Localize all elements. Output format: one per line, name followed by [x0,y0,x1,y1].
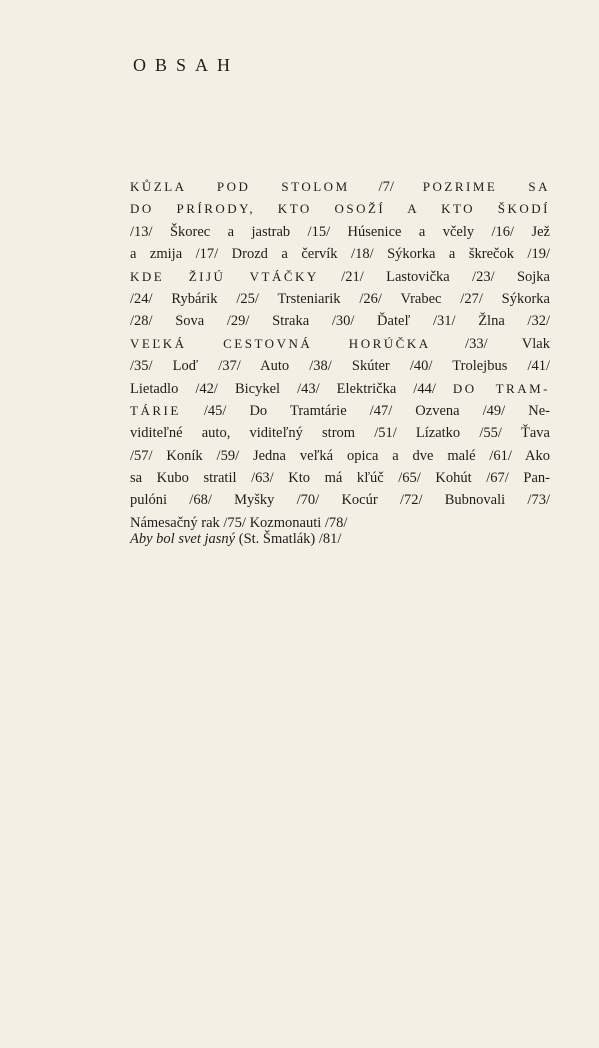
toc-line: pulóni /68/ Myšky /70/ Kocúr /72/ Bubnovali /73/ [130,492,550,509]
section-heading: KŮZLA POD STOLOM [130,179,350,194]
toc-line: Lietadlo /42/ Bicykel /43/ Električka /44/ DO TRAM- [130,380,550,397]
toc-line: TÁRIE /45/ Do Tramtárie /47/ Ozvena /49/ Ne- [130,402,550,419]
toc-line: VEĽKÁ CESTOVNÁ HORÚČKA /33/ Vlak [130,335,550,352]
toc-line: /28/ Sova /29/ Straka /30/ Ďateľ /31/ Žlna /32/ [130,313,550,330]
final-entry-title: Aby bol svet jasný [130,531,236,547]
final-entry-author: (St. Šmatlák) [238,531,316,547]
toc-line: a zmija /17/ Drozd a červík /18/ Sýkorka a škrečok /19/ [130,246,550,263]
section-heading: KDE ŽIJÚ VTÁČKY [130,268,319,284]
toc-line [130,198,550,220]
toc-line: KDE ŽIJÚ VTÁČKY /21/ Lastovička /23/ Sojka [130,268,550,285]
toc-line: viditeľné auto, viditeľný strom /51/ Lízatko /55/ Ťava [130,425,550,442]
final-entry-page: /81/ [318,531,342,547]
page-title: OBSAH [133,55,240,75]
table-of-contents [130,176,550,534]
section-heading: DO TRAM- [452,380,550,396]
toc-line: /13/ Škorec a jastrab /15/ Húsenice a včely /16/ Jež [130,223,550,240]
toc-line: /57/ Koník /59/ Jedna veľká opica a dve malé /61/ Ako [130,447,550,464]
toc-line: sa Kubo stratil /63/ Kto má kľúč /65/ Kohút /67/ Pan- [130,470,550,487]
toc-line: /24/ Rybárik /25/ Trsteniarik /26/ Vrabec /27/ Sýkorka [130,290,550,307]
section-heading: DO PRÍRODY, KTO OSOŽÍ A KTO ŠKODÍ [130,201,550,217]
section-heading: VEĽKÁ CESTOVNÁ HORÚČKA [130,335,431,351]
toc-line: Námesačný rak /75/ Kozmonauti /78/ [130,514,348,531]
toc-line: /35/ Loď /37/ Auto /38/ Skúter /40/ Trolejbus /41/ [130,358,550,375]
section-heading: POZRIME SA [422,179,550,194]
section-heading: TÁRIE [130,402,181,418]
final-entry [130,528,341,550]
toc-line: KŮZLA POD STOLOM /7/ POZRIME SA [130,179,550,195]
